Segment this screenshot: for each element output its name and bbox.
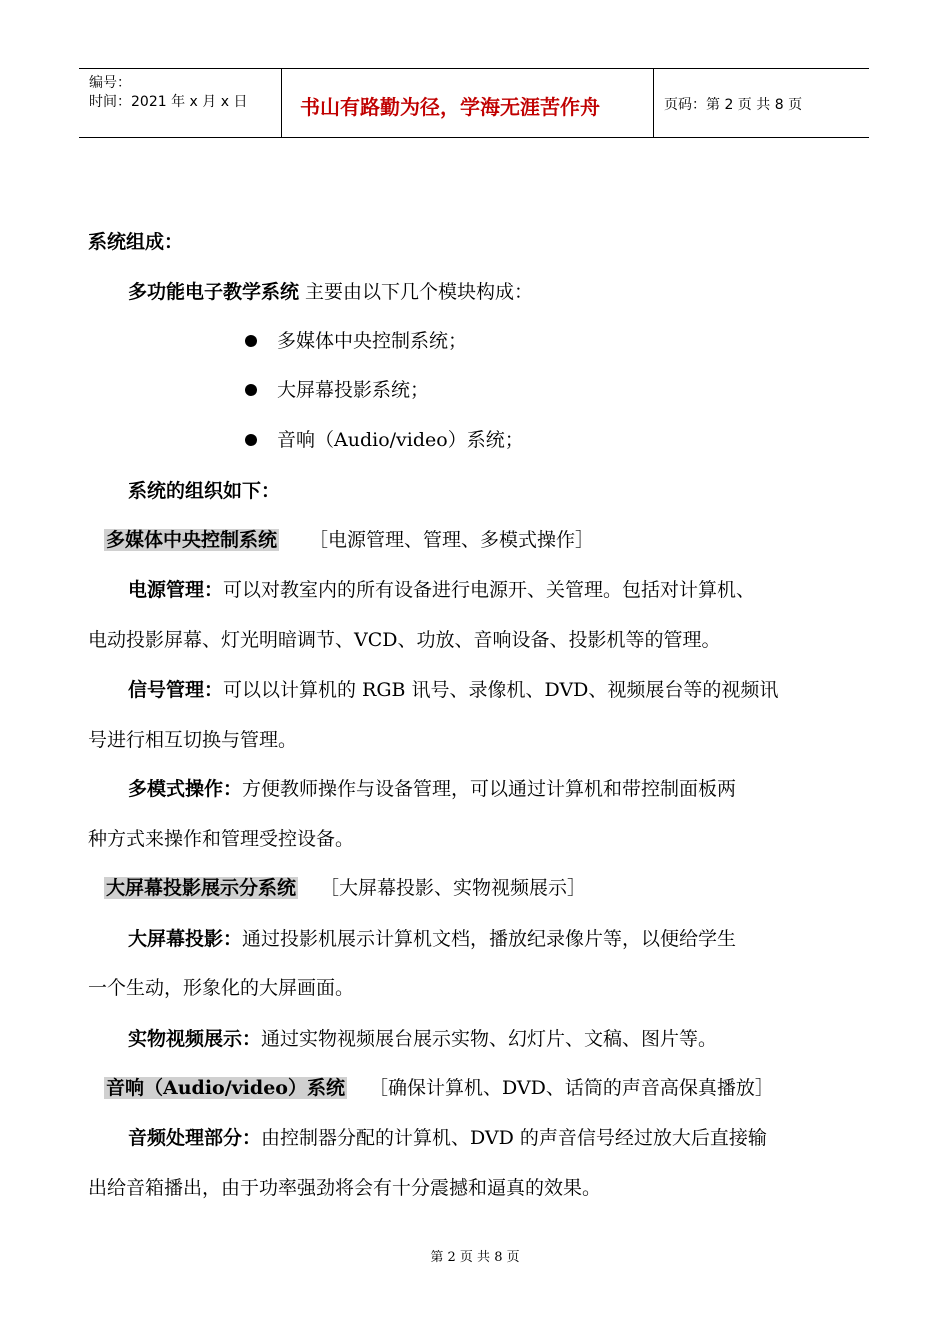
paragraph-lead: 大屏幕投影： <box>128 928 243 950</box>
subsystem-bracket: ［电源管理、管理、多模式操作］ <box>309 529 595 551</box>
paragraph-lead: 实物视频展示： <box>128 1028 262 1050</box>
intro-paragraph <box>128 280 533 304</box>
page-footer: 第 2 页 共 8 页 <box>430 1250 520 1265</box>
page-header <box>79 68 869 138</box>
subsystem-title: 音响（Audio/video）系统 <box>106 1077 345 1099</box>
paragraph-lead: 多模式操作： <box>128 778 243 800</box>
time-label: 时间：2021 年 x 月 x 日 <box>89 94 248 110</box>
section-title: 系统组成： <box>88 231 184 253</box>
paragraph-text: 可以对教室内的所有设备进行电源开、关管理。包括对计算机、 <box>223 579 756 601</box>
bullet-icon <box>245 384 257 396</box>
subsystem-title: 多媒体中央控制系统 <box>106 529 278 551</box>
motto: 书山有路勤为径，学海无涯苦作舟 <box>300 95 600 119</box>
paragraph-line: 种方式来操作和管理受控设备。 <box>88 828 355 850</box>
paragraph-lead: 电源管理： <box>128 579 224 601</box>
bullet-item: 多媒体中央控制系统； <box>277 330 468 352</box>
subsystem-bracket: ［大屏幕投影、实物视频展示］ <box>320 877 587 899</box>
bullet-icon <box>245 335 257 347</box>
subsystem-heading <box>104 876 586 900</box>
intro-rest: 主要由以下几个模块构成： <box>299 281 534 303</box>
subsystem-bracket: ［确保计算机、DVD、话筒的声音高保真播放］ <box>368 1077 774 1099</box>
subsystem-heading <box>104 528 594 552</box>
paragraph-line: 号进行相互切换与管理。 <box>88 729 298 751</box>
page-info: 页码：第 2 页 共 8 页 <box>664 97 803 113</box>
paragraph-line: 电动投影屏幕、灯光明暗调节、VCD、功放、音响设备、投影机等的管理。 <box>88 629 721 651</box>
subsystem-heading <box>104 1076 774 1100</box>
header-meta-cell <box>79 69 282 137</box>
paragraph-line <box>128 678 778 702</box>
paragraph-line <box>128 1027 717 1051</box>
subsystem-title: 大屏幕投影展示分系统 <box>106 877 297 899</box>
paragraph-line <box>128 1126 767 1150</box>
paragraph-line: 出给音箱播出，由于功率强劲将会有十分震撼和逼真的效果。 <box>88 1177 602 1199</box>
bullet-icon <box>245 434 257 446</box>
paragraph-line: 一个生动，形象化的大屏画面。 <box>88 977 355 999</box>
paragraph-text: 通过投影机展示计算机文档，播放纪录像片等，以便给学生 <box>242 928 737 950</box>
paragraph-text: 通过实物视频展台展示实物、幻灯片、文稿、图片等。 <box>261 1028 718 1050</box>
paragraph-text: 可以以计算机的 RGB 讯号、录像机、DVD、视频展台等的视频讯 <box>223 679 779 701</box>
paragraph-line <box>128 777 736 801</box>
paragraph-line <box>128 578 755 602</box>
paragraph-lead: 音频处理部分： <box>128 1127 262 1149</box>
intro-bold: 多功能电子教学系统 <box>128 281 300 303</box>
paragraph-line <box>128 927 736 951</box>
bullet-item: 大屏幕投影系统； <box>277 379 430 401</box>
number-label: 编号： <box>89 75 131 91</box>
bullet-item: 音响（Audio/video）系统； <box>277 429 524 451</box>
paragraph-text: 由控制器分配的计算机、DVD 的声音信号经过放大后直接输 <box>261 1127 767 1149</box>
header-page-cell <box>654 69 869 137</box>
header-motto-cell <box>282 69 654 137</box>
paragraph-lead: 信号管理： <box>128 679 224 701</box>
paragraph-text: 方便教师操作与设备管理，可以通过计算机和带控制面板两 <box>242 778 737 800</box>
org-title: 系统的组织如下： <box>128 480 281 502</box>
